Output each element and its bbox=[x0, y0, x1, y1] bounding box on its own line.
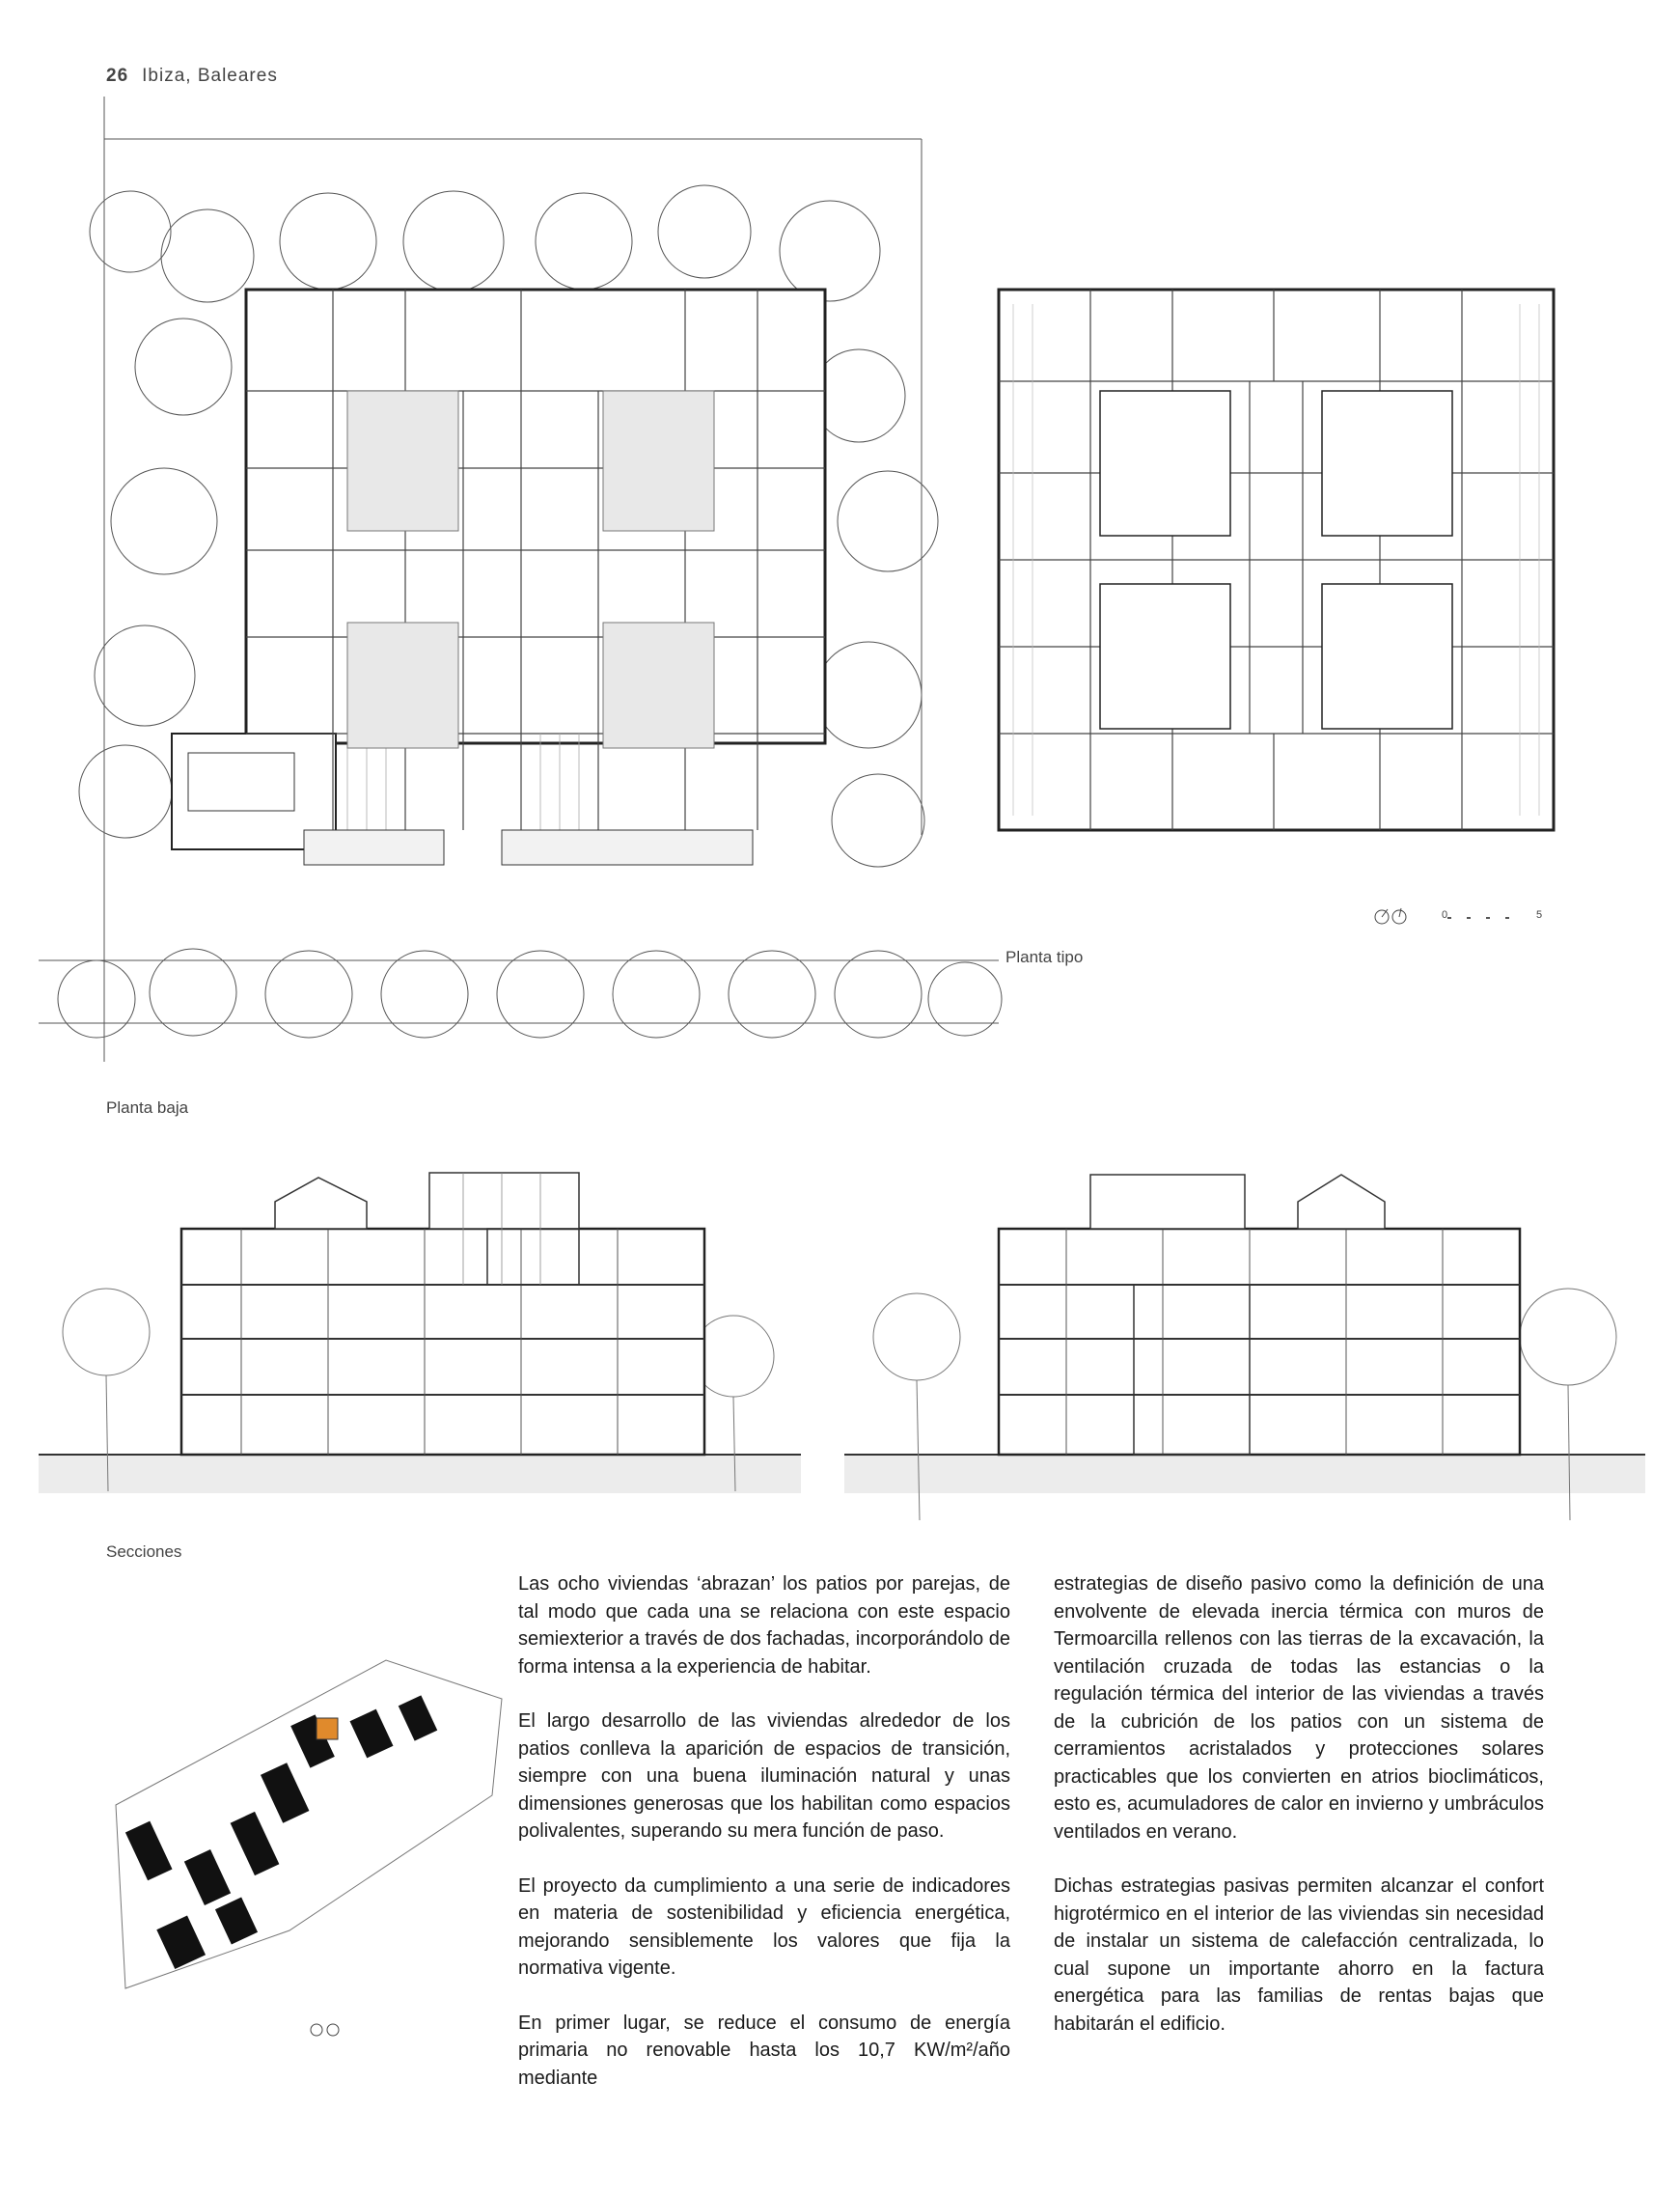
site-north-arrow-icon bbox=[309, 2020, 347, 2040]
section-right bbox=[844, 1163, 1645, 1535]
paragraph: El largo desarrollo de las viviendas alrededor de los patios conlleva la aparición de espacios de transición, siempre con una buena iluminación natural y unas dimensiones generosas que los habilitan como espacios polivalentes, superando su mera función de paso. bbox=[518, 1710, 1010, 1842]
paragraph: estrategias de diseño pasivo como la definición de una envolvente de elevada inercia térmica con muros de Termoarcilla rellenos con las tierras de la excavación, la ventilación cruzada de todas las estancias o la regulación térmica del interior de las viviendas a través de la cubrición de los patios con un sistema de cerramientos acristalados y protecciones solares practicables que los convierten en atrios bioclimáticos, esto es, acumuladores de calor en invierno y umbráculos ventilados en verano. bbox=[1054, 1573, 1544, 1843]
body-text-column-1 bbox=[518, 1570, 1010, 2119]
scale-bar bbox=[1438, 915, 1544, 923]
site-plan bbox=[96, 1641, 502, 2008]
section-left bbox=[39, 1163, 801, 1520]
page-header bbox=[106, 66, 278, 87]
north-arrow-icon bbox=[1372, 905, 1411, 929]
typical-floor-plan bbox=[994, 285, 1563, 840]
page-location: Ibiza, Baleares bbox=[142, 66, 278, 86]
scale-start: 0 bbox=[1442, 909, 1448, 921]
paragraph: Dichas estrategias pasivas permiten alcanzar el confort higrotérmico en el interior de las viviendas sin necesidad de instalar un sistema de calefacción centralizada, lo cual supone un importante ahorro en la factura energética para las familias de rentas bajas que habitarán el edificio. bbox=[1054, 1875, 1544, 2035]
caption-sections: Secciones bbox=[106, 1542, 182, 1561]
body-text-column-2 bbox=[1054, 1570, 1544, 2065]
ground-floor-plan bbox=[39, 97, 1004, 1081]
paragraph: El proyecto da cumplimiento a una serie de indicadores en materia de sostenibilidad y eficiencia energética, mejorando sensiblemente los valores que fija la normativa vigente. bbox=[518, 1874, 1010, 1979]
scale-end: 5 bbox=[1536, 909, 1543, 921]
page-number: 26 bbox=[106, 66, 129, 86]
paragraph: Las ocho viviendas ‘abrazan’ los patios por parejas, de tal modo que cada una se relaciona con este espacio semiexterior a través de dos fachadas, incorporándolo de forma intensa a la experiencia de habitar. bbox=[518, 1573, 1010, 1678]
paragraph: En primer lugar, se reduce el consumo de energía primaria no renovable hasta los 10,7 KW/m²/año mediante bbox=[518, 2012, 1010, 2089]
caption-ground-floor: Planta baja bbox=[106, 1098, 189, 1117]
caption-typical-floor: Planta tipo bbox=[1005, 948, 1084, 966]
